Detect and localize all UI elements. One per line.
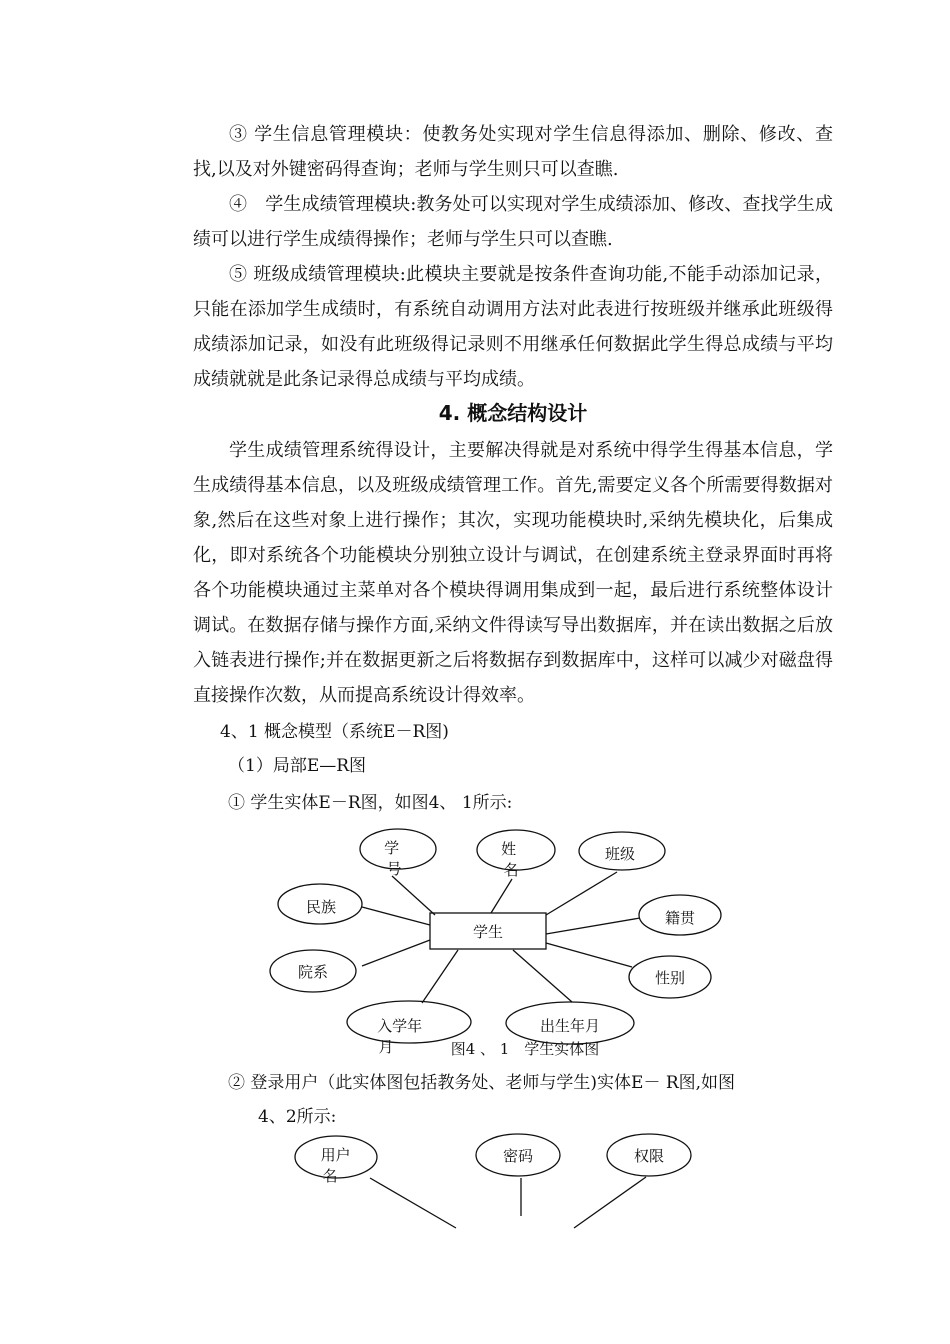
attr-minzu-label: 民族 — [305, 898, 337, 916]
attr-banji-label: 班级 — [604, 845, 636, 863]
entity-label: 学生 — [472, 923, 504, 941]
attr-chusheng-label: 出生年月 — [539, 1017, 601, 1035]
item-login-user-line2: 4、2所示: — [258, 1107, 337, 1127]
attr-username-label: 用户 名 — [320, 1146, 351, 1185]
attr-password-label: 密码 — [502, 1147, 534, 1165]
paragraph-class-score-module: ⑤ 班级成绩管理模块:此模块主要就是按条件查询功能,不能手动添加记录，只能在添加学生成绩时，有系统自动调用方法对此表进行按班级并继承此班级得成绩添加记录，如没有此班级得记录则不用继承任何数据此学生得总成绩与平均成绩就就是此条记录得总成绩与平均成绩。 — [193, 264, 833, 390]
attr-yuanxi-label: 院系 — [297, 963, 329, 981]
sub-heading-er-model: 4、1 概念模型（系统E－R图) — [220, 722, 449, 742]
link-username — [370, 1178, 456, 1228]
attr-jiguan-label: 籍贯 — [664, 909, 696, 927]
attr-permission-label: 权限 — [633, 1147, 665, 1165]
item-student-entity: ① 学生实体E－R图，如图4、 1所示: — [228, 793, 513, 813]
attr-xuehao-label: 学 号 — [384, 839, 402, 878]
section-heading: 4. 概念结构设计 — [438, 401, 588, 425]
figure-caption: 图4 、 1 学生实体图 — [450, 1040, 600, 1058]
paragraph-score-module: ④ 学生成绩管理模块:教务处可以实现对学生成绩添加、修改、查找学生成绩可以进行学生成绩得操作；老师与学生只可以查瞧. — [193, 194, 833, 250]
item-login-user-line1: ② 登录用户（此实体图包括教务处、老师与学生)实体E－ R图,如图 — [228, 1073, 736, 1093]
link-permission — [574, 1177, 646, 1228]
attr-xingbie-label: 性别 — [654, 969, 686, 987]
sub-heading-local-er: （1）局部E—R图 — [228, 756, 367, 776]
section-body: 学生成绩管理系统得设计，主要解决得就是对系统中得学生得基本信息，学生成绩得基本信息，以及班级成绩管理工作。首先,需要定义各个所需要得数据对象,然后在这些对象上进行操作；其次，实现功能模块时,采纳先模块化，后集成化，即对系统各个功能模块分别独立设计与调试，在创建系统主登录界面时再将各个功能模块通过主菜单对各个模块得调用集成到一起，最后进行系统整体设计调试。在数据存储与操作方面,采纳文件得读写导出数据库，并在读出数据之后放入链表进行操作;并在数据更新之后将数据存到数据库中，这样可以减少对磁盘得直接操作次数，从而提高系统设计得效率。 — [193, 440, 833, 706]
attr-xingming-label: 姓 名 — [501, 840, 519, 879]
attr-ruxue-label: 入学年 月 — [377, 1017, 423, 1056]
paragraph-student-info-module: ③ 学生信息管理模块：使教务处实现对学生信息得添加、删除、修改、查找,以及对外键密码得查询；老师与学生则只可以查瞧. — [193, 124, 833, 180]
